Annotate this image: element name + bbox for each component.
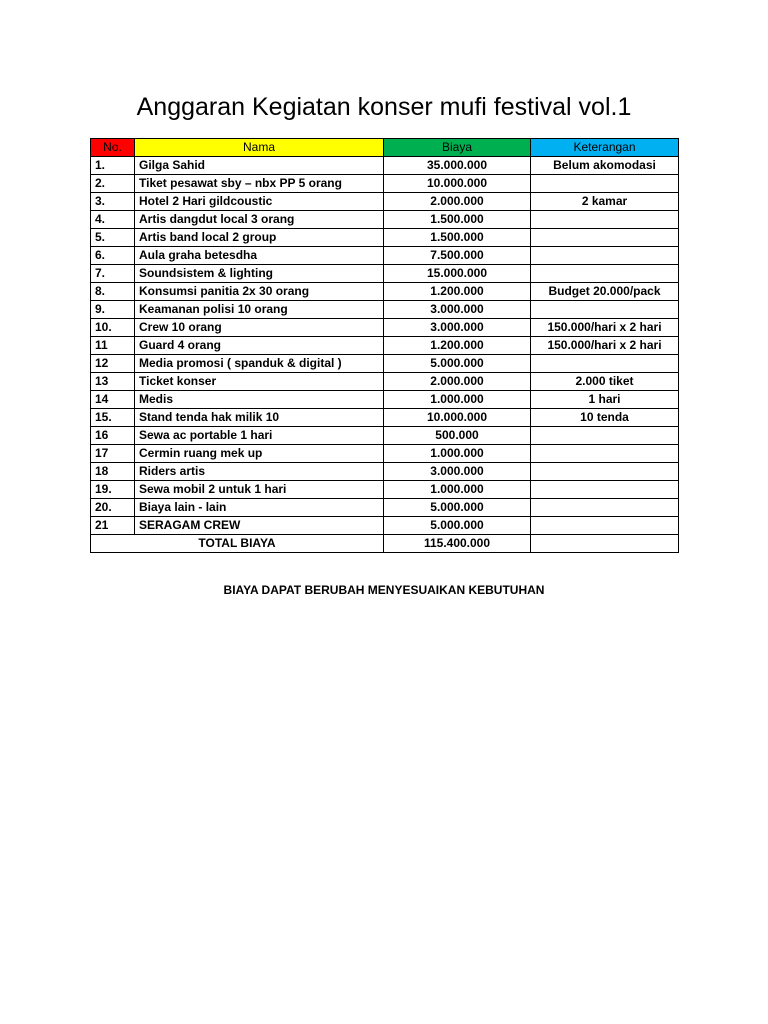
row-no: 20. xyxy=(91,499,135,517)
row-nama: Media promosi ( spanduk & digital ) xyxy=(135,355,384,373)
table-row xyxy=(91,517,679,535)
row-nama: Ticket konser xyxy=(135,373,384,391)
row-no: 17 xyxy=(91,445,135,463)
row-biaya: 2.000.000 xyxy=(384,193,531,211)
row-no: 19. xyxy=(91,481,135,499)
row-no: 2. xyxy=(91,175,135,193)
row-keterangan xyxy=(531,247,679,265)
table-body xyxy=(91,157,679,535)
row-nama: Aula graha betesdha xyxy=(135,247,384,265)
row-no: 18 xyxy=(91,463,135,481)
footnote: BIAYA DAPAT BERUBAH MENYESUAIKAN KEBUTUHAN xyxy=(223,583,545,597)
table-row xyxy=(91,175,679,193)
table-row xyxy=(91,355,679,373)
row-no: 14 xyxy=(91,391,135,409)
header-keterangan: Keterangan xyxy=(531,139,679,157)
row-biaya: 5.000.000 xyxy=(384,499,531,517)
table-row xyxy=(91,247,679,265)
row-nama: Riders artis xyxy=(135,463,384,481)
row-biaya: 1.500.000 xyxy=(384,229,531,247)
row-nama: Medis xyxy=(135,391,384,409)
row-keterangan: 150.000/hari x 2 hari xyxy=(531,319,679,337)
table-row xyxy=(91,463,679,481)
row-nama: Sewa ac portable 1 hari xyxy=(135,427,384,445)
row-nama: Tiket pesawat sby – nbx PP 5 orang xyxy=(135,175,384,193)
row-nama: Sewa mobil 2 untuk 1 hari xyxy=(135,481,384,499)
table-row xyxy=(91,283,679,301)
row-biaya: 500.000 xyxy=(384,427,531,445)
row-nama: SERAGAM CREW xyxy=(135,517,384,535)
row-keterangan xyxy=(531,517,679,535)
row-biaya: 10.000.000 xyxy=(384,409,531,427)
row-keterangan xyxy=(531,463,679,481)
table-row xyxy=(91,157,679,175)
row-keterangan: 10 tenda xyxy=(531,409,679,427)
row-biaya: 1.000.000 xyxy=(384,445,531,463)
row-nama: Hotel 2 Hari gildcoustic xyxy=(135,193,384,211)
row-keterangan xyxy=(531,175,679,193)
row-no: 12 xyxy=(91,355,135,373)
row-nama: Keamanan polisi 10 orang xyxy=(135,301,384,319)
row-no: 10. xyxy=(91,319,135,337)
row-no: 7. xyxy=(91,265,135,283)
row-no: 13 xyxy=(91,373,135,391)
row-keterangan: 2.000 tiket xyxy=(531,373,679,391)
row-keterangan xyxy=(531,301,679,319)
row-biaya: 1.200.000 xyxy=(384,337,531,355)
row-keterangan: 150.000/hari x 2 hari xyxy=(531,337,679,355)
table-row xyxy=(91,301,679,319)
row-biaya: 1.000.000 xyxy=(384,391,531,409)
row-biaya: 35.000.000 xyxy=(384,157,531,175)
header-nama: Nama xyxy=(135,139,384,157)
row-no: 11 xyxy=(91,337,135,355)
row-nama: Soundsistem & lighting xyxy=(135,265,384,283)
row-biaya: 10.000.000 xyxy=(384,175,531,193)
row-nama: Gilga Sahid xyxy=(135,157,384,175)
header-biaya: Biaya xyxy=(384,139,531,157)
row-keterangan xyxy=(531,355,679,373)
row-keterangan: Budget 20.000/pack xyxy=(531,283,679,301)
row-no: 6. xyxy=(91,247,135,265)
table-row xyxy=(91,481,679,499)
row-no: 1. xyxy=(91,157,135,175)
row-keterangan xyxy=(531,481,679,499)
table-row xyxy=(91,337,679,355)
row-keterangan: 2 kamar xyxy=(531,193,679,211)
row-keterangan: Belum akomodasi xyxy=(531,157,679,175)
table-row xyxy=(91,409,679,427)
row-nama: Biaya lain - lain xyxy=(135,499,384,517)
row-no: 21 xyxy=(91,517,135,535)
table-row xyxy=(91,319,679,337)
row-keterangan xyxy=(531,265,679,283)
table-row xyxy=(91,499,679,517)
row-no: 9. xyxy=(91,301,135,319)
row-keterangan xyxy=(531,445,679,463)
row-nama: Konsumsi panitia 2x 30 orang xyxy=(135,283,384,301)
row-biaya: 3.000.000 xyxy=(384,463,531,481)
total-row xyxy=(91,535,679,553)
row-nama: Stand tenda hak milik 10 xyxy=(135,409,384,427)
row-no: 5. xyxy=(91,229,135,247)
row-keterangan xyxy=(531,499,679,517)
row-no: 4. xyxy=(91,211,135,229)
row-biaya: 3.000.000 xyxy=(384,319,531,337)
row-nama: Crew 10 orang xyxy=(135,319,384,337)
header-row xyxy=(91,139,679,157)
row-biaya: 1.000.000 xyxy=(384,481,531,499)
row-biaya: 7.500.000 xyxy=(384,247,531,265)
row-keterangan: 1 hari xyxy=(531,391,679,409)
total-label: TOTAL BIAYA xyxy=(91,535,384,553)
table-row xyxy=(91,373,679,391)
row-biaya: 5.000.000 xyxy=(384,355,531,373)
row-no: 3. xyxy=(91,193,135,211)
row-nama: Artis band local 2 group xyxy=(135,229,384,247)
table-row xyxy=(91,265,679,283)
row-nama: Cermin ruang mek up xyxy=(135,445,384,463)
table-row xyxy=(91,445,679,463)
row-keterangan xyxy=(531,229,679,247)
row-biaya: 3.000.000 xyxy=(384,301,531,319)
row-biaya: 1.500.000 xyxy=(384,211,531,229)
row-biaya: 15.000.000 xyxy=(384,265,531,283)
total-biaya: 115.400.000 xyxy=(384,535,531,553)
table-row xyxy=(91,229,679,247)
row-nama: Artis dangdut local 3 orang xyxy=(135,211,384,229)
row-nama: Guard 4 orang xyxy=(135,337,384,355)
row-biaya: 5.000.000 xyxy=(384,517,531,535)
row-no: 15. xyxy=(91,409,135,427)
row-no: 8. xyxy=(91,283,135,301)
row-biaya: 2.000.000 xyxy=(384,373,531,391)
table-row xyxy=(91,427,679,445)
document-title: Anggaran Kegiatan konser mufi festival vol.1 xyxy=(136,93,632,121)
budget-table xyxy=(90,138,679,553)
table-row xyxy=(91,211,679,229)
total-keterangan xyxy=(531,535,679,553)
row-no: 16 xyxy=(91,427,135,445)
row-keterangan xyxy=(531,427,679,445)
table-row xyxy=(91,193,679,211)
header-no: No. xyxy=(91,139,135,157)
table-row xyxy=(91,391,679,409)
row-biaya: 1.200.000 xyxy=(384,283,531,301)
row-keterangan xyxy=(531,211,679,229)
